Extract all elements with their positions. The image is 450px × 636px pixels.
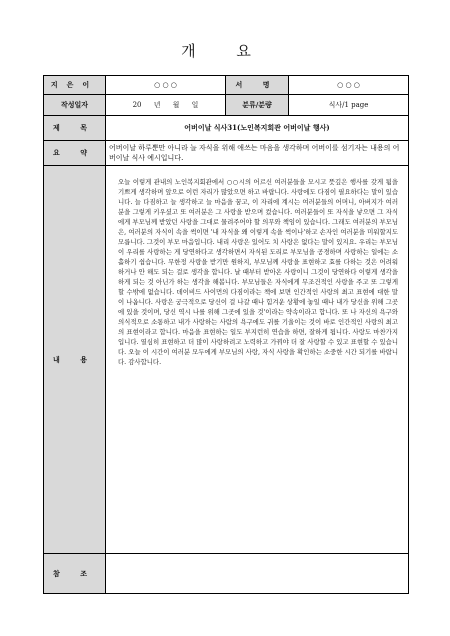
editor-value: ○ ○ ○	[289, 76, 409, 95]
category-value: 식사/1 page	[289, 95, 409, 116]
content-cell	[106, 166, 409, 554]
editor-label: 서 명	[226, 76, 289, 95]
reference-value	[106, 554, 409, 594]
subject-value: 어버이날 식사31(노인복지회관 어버이날 행사)	[106, 116, 409, 141]
category-label: 분류/분량	[226, 95, 289, 116]
date-value: 20 년 월 일	[106, 95, 226, 116]
date-label: 작성일자	[44, 95, 106, 116]
author-value: ○ ○ ○	[106, 76, 226, 95]
content-label: 내 용	[44, 166, 106, 554]
author-label: 지은이	[44, 76, 106, 95]
summary-value: 어버이날 하루뿐만 아니라 늘 자식을 위해 애쓰는 마음을 생각하며 어버이를 섬기자는 내용의 어버이날 식사 예시입니다.	[106, 141, 409, 166]
summary-form	[43, 75, 409, 594]
reference-label: 참 조	[44, 554, 106, 594]
subject-label: 제 목	[44, 116, 106, 141]
content-body: 오늘 이렇게 관내의 노인복지회관에서 ○○시의 어르신 여러분들을 모시고 뜻깊은 행사를 갖게 됨을 기쁘게 생각하며 앞으로 이런 자리가 많았으면 하고 바랍니다. 사랑에도 다짐이 필요하다는 말이 있습니다. 늘 다짐하고 늘 생각하고 늘 마음을 꿈고, 이 자리에 계시는 여러분들의 어머니, 아버지가 여러분을 그렇게 키우셨고 또 여러분은 그 사랑을 받으며 컸습니다. 여러분들이 또 자식을 낳으면 그 자식에게 부모님께 받았던 사랑을 그대로 물려주어야 할 의무와 책임이 있습니다. 그래도 여러분의 부모님은, 여러분의 자식이 속을 썩이면 '내 자식을 왜 이렇게 속을 썩이나'하고 손자인 여러분을 미워할지도 모릅니다. 그것이 부모 마음입니다. 내리 사랑은 있어도 치 사랑은 없다는 말이 있지요. 우리는 부모님이 우리를 사랑하는 게 당연하다고 생각하면서 자식된 도리로 부모님을 공경하며 사랑하는 일에는 소홀하기 쉽습니다. 무한정 사랑을 받기만 원하지, 부모님께 사랑을 표현하고 효를 다하는 것은 어려워하거나 안 해도 되는 걸로 생각을 합니다. 날 때부터 받아온 사랑이니 그것이 당연하다 이렇게 생각을 하게 되는 것 아닌가 하는 생각을 해봅니다. 부모님들은 자식에게 무조건적인 사랑을 주고 또 그렇게 할 수밖에 없습니다. 데이비드 사이먼의 다짐이라는 책에 보면 인간적인 사랑의 최고 표현에 대한 말이 나옵니다. 사랑은 궁극적으로 당신이 걸 나갈 때나 힘겨운 상황에 놓일 때나 내가 당신을 위해 그곳에 있을 것이며, 당신 역시 나를 위해 그곳에 있을 것'이라는 약속이라고 합니다. 또 나 자신의 욕구와 의식적으로 소통하고 내가 사랑하는 사람의 욕구에도 귀를 기울이는 것이 바로 인간적인 사랑의 최고의 표현이라고 합니다. 마음을 표현하는 일도 부지런히 연습을 하면, 잘하게 됩니다. 사랑도 마찬가지입니다. 열심히 표현하고 더 많이 사랑하려고 노력하고 가꿔야 더 잘 사랑할 수 있고 표현할 수 있습니다. 오늘 이 시간이 여러분 모두에게 부모님의 사랑, 자식 사랑을 확인하는 소중한 시간 되기를 바랍니다. 감사합니다.	[118, 178, 398, 366]
page-title: 개 요	[181, 42, 269, 60]
summary-label: 요 약	[44, 141, 106, 166]
